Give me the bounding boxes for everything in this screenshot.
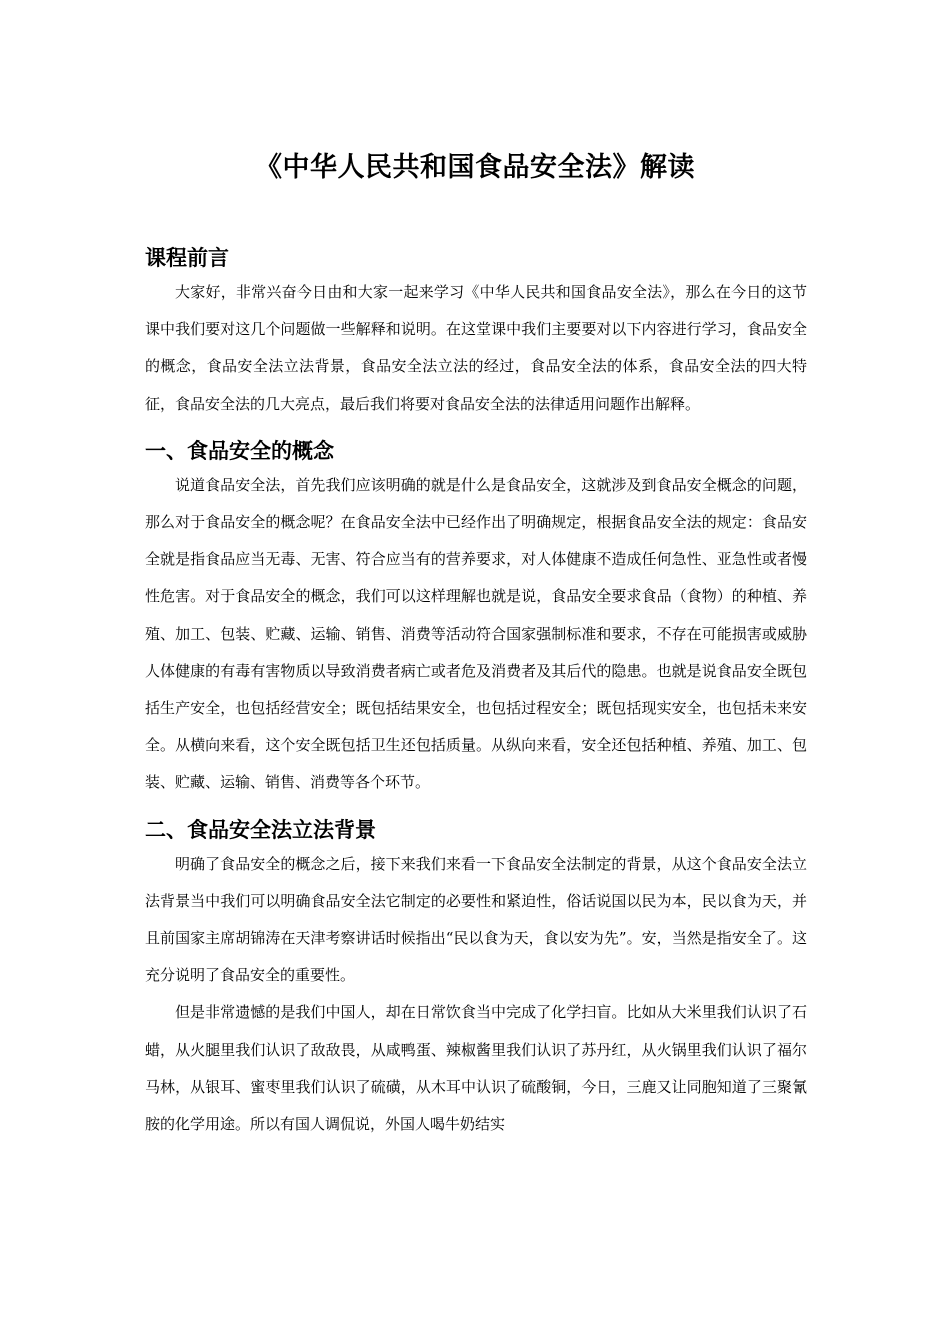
section-heading: 一、食品安全的概念 (145, 438, 334, 463)
section-food-safety-concept (145, 435, 807, 802)
section-heading: 二、食品安全法立法背景 (145, 817, 376, 842)
document-title: 《中华人民共和国食品安全法》解读 (255, 152, 695, 183)
paragraph: 大家好，非常兴奋今日由和大家一起来学习《中华人民共和国食品安全法》，那么在今日的这节课中我们要对这几个问题做一些解释和说明。在这堂课中我们主要要对以下内容进行学习，食品安全的概念，食品安全法立法背景，食品安全法立法的经过，食品安全法的体系，食品安全法的四大特征，食品安全法的几大亮点，最后我们将要对食品安全法的法律适用问题作出解释。 (145, 283, 807, 413)
document-body (145, 242, 807, 1143)
paragraph: 说道食品安全法，首先我们应该明确的就是什么是食品安全，这就涉及到食品安全概念的问题，那么对于食品安全的概念呢？在食品安全法中已经作出了明确规定，根据食品安全法的规定：食品安全就是指食品应当无毒、无害、符合应当有的营养要求，对人体健康不造成任何急性、亚急性或者慢性危害。对于食品安全的概念，我们可以这样理解也就是说，食品安全要求食品（食物）的种植、养殖、加工、包装、贮藏、运输、销售、消费等活动符合国家强制标准和要求，不存在可能损害或威胁人体健康的有毒有害物质以导致消费者病亡或者危及消费者及其后代的隐患。也就是说食品安全既包括生产安全，也包括经营安全；既包括结果安全，也包括过程安全；既包括现实安全，也包括未来安全。从横向来看，这个安全既包括卫生还包括质量。从纵向来看，安全还包括种植、养殖、加工、包装、贮藏、运输、销售、消费等各个环节。 (145, 475, 807, 792)
section-heading: 课程前言 (145, 246, 229, 270)
paragraph: 但是非常遗憾的是我们中国人，却在日常饮食当中完成了化学扫盲。比如从大米里我们认识了石蜡，从火腿里我们认识了敌敌畏，从咸鸭蛋、辣椒酱里我们认识了苏丹红，从火锅里我们认识了福尔马林，从银耳、蜜枣里我们认识了硫磺，从木耳中认识了硫酸铜，今日，三鹿又让同胞知道了三聚氰胺的化学用途。所以有国人调侃说，外国人喝牛奶结实 (145, 1003, 807, 1134)
section-legislative-background (145, 814, 807, 1144)
section-preface (145, 242, 807, 423)
paragraph: 明确了食品安全的概念之后，接下来我们来看一下食品安全法制定的背景，从这个食品安全法立法背景当中我们可以明确食品安全法它制定的必要性和紧迫性，俗话说国以民为本，民以食为天，并且前国家主席胡锦涛在天津考察讲话时候指出“民以食为天，食以安为先”。安，当然是指安全了。这充分说明了食品安全的重要性。 (145, 854, 807, 985)
